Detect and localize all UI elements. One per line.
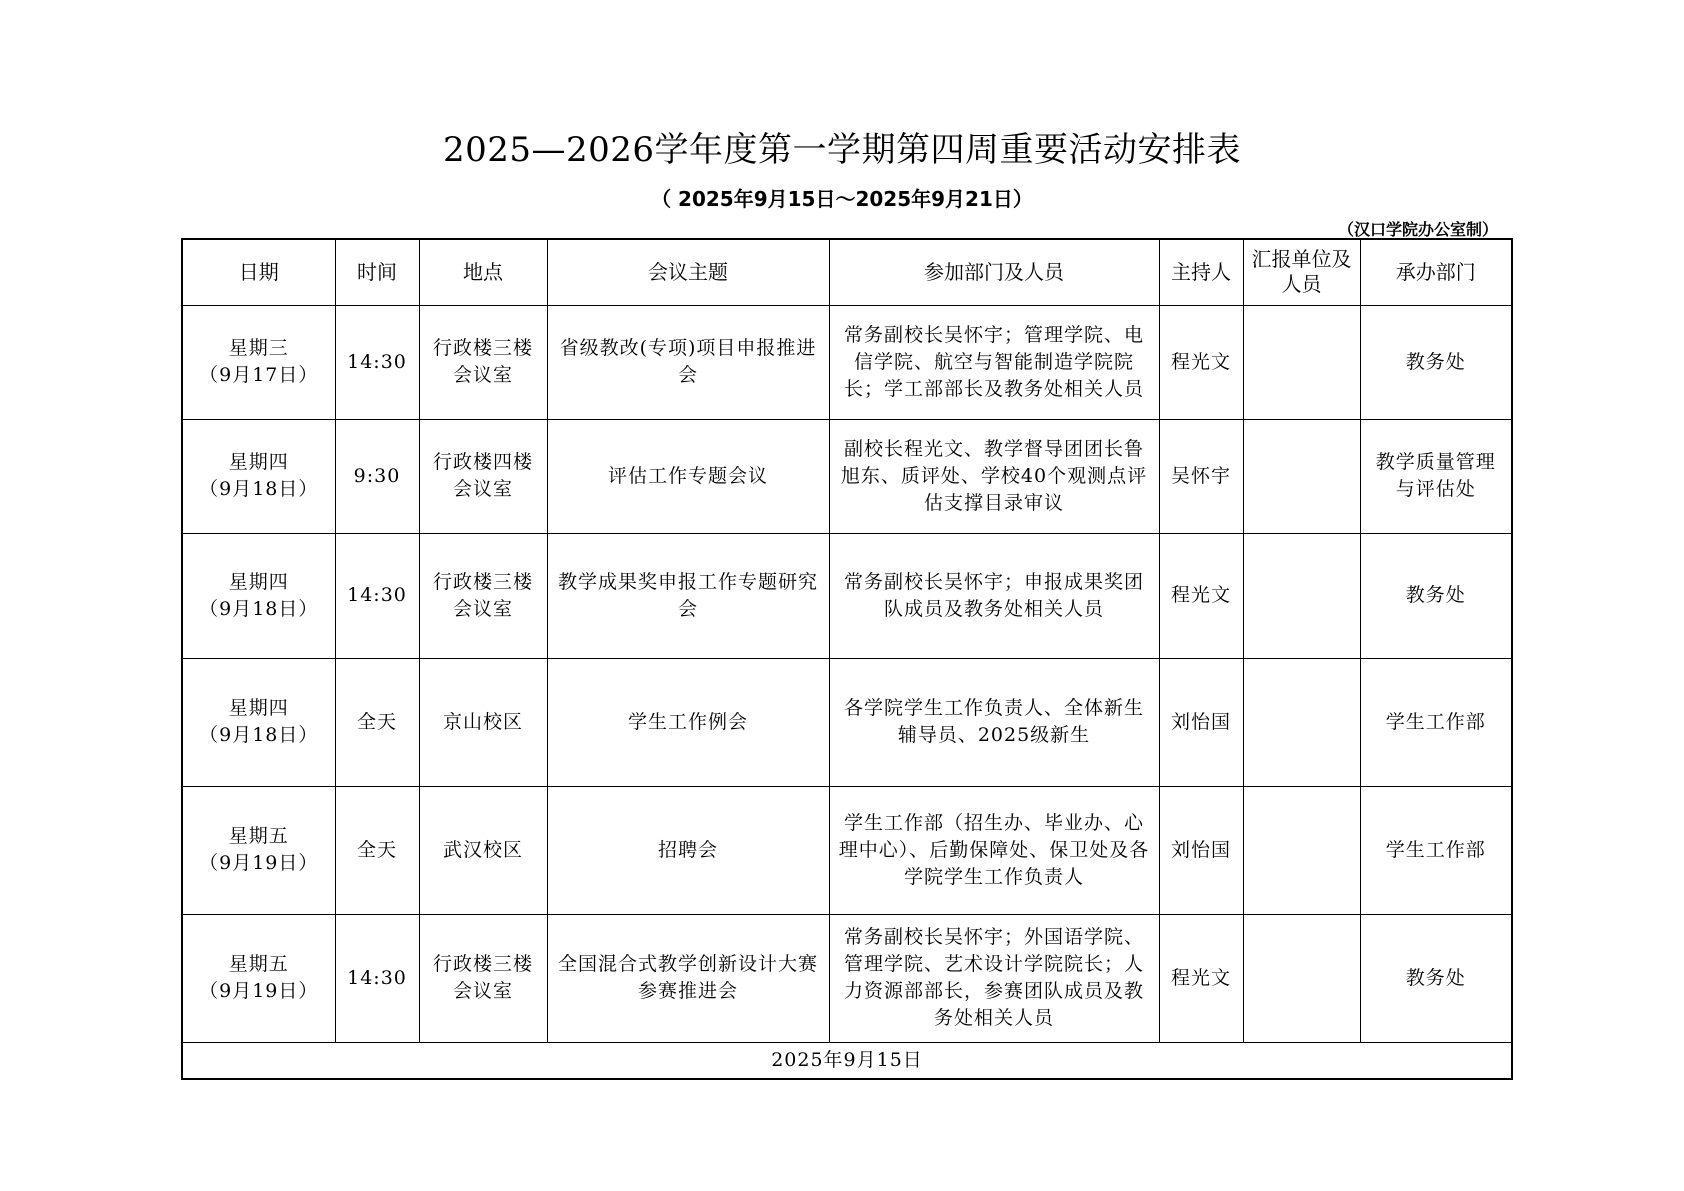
cell-host: 刘怡国	[1159, 786, 1243, 914]
cell-time: 14:30	[335, 305, 419, 419]
cell-location: 行政楼三楼会议室	[419, 914, 547, 1042]
date-text: （9月18日）	[199, 478, 319, 500]
cell-topic: 招聘会	[547, 786, 829, 914]
header-time: 时间	[335, 239, 419, 305]
cell-organizer: 教务处	[1360, 914, 1512, 1042]
date-text: （9月18日）	[199, 724, 319, 746]
cell-organizer: 教学质量管理与评估处	[1360, 419, 1512, 533]
cell-host: 程光文	[1159, 305, 1243, 419]
cell-topic: 教学成果奖申报工作专题研究会	[547, 533, 829, 658]
cell-reporter	[1243, 786, 1360, 914]
table-row	[182, 533, 1512, 658]
cell-location: 行政楼三楼会议室	[419, 533, 547, 658]
table-row	[182, 305, 1512, 419]
cell-organizer: 教务处	[1360, 533, 1512, 658]
cell-reporter	[1243, 658, 1360, 786]
cell-organizer: 学生工作部	[1360, 786, 1512, 914]
cell-date	[182, 419, 335, 533]
date-range-subtitle: （ 2025年9月15日～2025年9月21日）	[651, 187, 1033, 211]
weekday-text: 星期五	[228, 953, 289, 975]
schedule-table	[181, 238, 1513, 1080]
cell-time: 9:30	[335, 419, 419, 533]
cell-topic: 评估工作专题会议	[547, 419, 829, 533]
cell-date	[182, 786, 335, 914]
cell-location: 行政楼三楼会议室	[419, 305, 547, 419]
cell-date	[182, 914, 335, 1042]
page-title: 2025—2026学年度第一学期第四周重要活动安排表	[442, 130, 1242, 170]
header-attendees: 参加部门及人员	[829, 239, 1159, 305]
table-header-row	[182, 239, 1512, 305]
footer-row	[182, 1042, 1512, 1079]
cell-reporter	[1243, 419, 1360, 533]
table-row	[182, 914, 1512, 1042]
date-text: （9月18日）	[199, 597, 319, 620]
cell-reporter	[1243, 533, 1360, 658]
cell-reporter	[1243, 914, 1360, 1042]
cell-host: 刘怡国	[1159, 658, 1243, 786]
table-row	[182, 658, 1512, 786]
cell-attendees: 各学院学生工作负责人、全体新生辅导员、2025级新生	[829, 658, 1159, 786]
cell-date	[182, 305, 335, 419]
cell-location: 京山校区	[419, 658, 547, 786]
cell-date	[182, 658, 335, 786]
cell-organizer: 教务处	[1360, 305, 1512, 419]
weekday-text: 星期三	[228, 337, 289, 359]
weekday-text: 星期四	[228, 697, 289, 719]
date-text: （9月19日）	[199, 980, 319, 1002]
footer-date: 2025年9月15日	[182, 1042, 1512, 1079]
date-text: （9月19日）	[199, 852, 319, 874]
cell-host: 程光文	[1159, 914, 1243, 1042]
cell-attendees: 学生工作部（招生办、毕业办、心理中心）、后勤保障处、保卫处及各学院学生工作负责人	[829, 786, 1159, 914]
table-row	[182, 786, 1512, 914]
cell-time: 全天	[335, 658, 419, 786]
issuer-label: （汉口学院办公室制）	[1337, 220, 1498, 239]
cell-time: 14:30	[335, 533, 419, 658]
header-reporter: 汇报单位及人员	[1243, 239, 1360, 305]
date-text: （9月17日）	[199, 364, 319, 386]
cell-attendees: 常务副校长吴怀宇；管理学院、电信学院、航空与智能制造学院院长；学工部部长及教务处相关人员	[829, 305, 1159, 419]
cell-topic: 省级教改(专项)项目申报推进会	[547, 305, 829, 419]
cell-attendees: 副校长程光文、教学督导团团长鲁旭东、质评处、学校40个观测点评估支撑目录审议	[829, 419, 1159, 533]
cell-location: 武汉校区	[419, 786, 547, 914]
cell-reporter	[1243, 305, 1360, 419]
cell-topic: 学生工作例会	[547, 658, 829, 786]
cell-date	[182, 533, 335, 658]
weekday-text: 星期四	[228, 451, 289, 473]
cell-attendees: 常务副校长吴怀宇；外国语学院、管理学院、艺术设计学院院长；人力资源部部长，参赛团队成员及教务处相关人员	[829, 914, 1159, 1042]
cell-time: 全天	[335, 786, 419, 914]
schedule-body	[182, 305, 1512, 1042]
cell-time: 14:30	[335, 914, 419, 1042]
header-organizer: 承办部门	[1360, 239, 1512, 305]
cell-host: 吴怀宇	[1159, 419, 1243, 533]
header-host: 主持人	[1159, 239, 1243, 305]
cell-host: 程光文	[1159, 533, 1243, 658]
cell-attendees: 常务副校长吴怀宇；申报成果奖团队成员及教务处相关人员	[829, 533, 1159, 658]
cell-topic: 全国混合式教学创新设计大赛参赛推进会	[547, 914, 829, 1042]
header-location: 地点	[419, 239, 547, 305]
weekday-text: 星期四	[228, 570, 289, 593]
header-topic: 会议主题	[547, 239, 829, 305]
weekday-text: 星期五	[228, 825, 289, 847]
header-date: 日期	[182, 239, 335, 305]
cell-organizer: 学生工作部	[1360, 658, 1512, 786]
cell-location: 行政楼四楼会议室	[419, 419, 547, 533]
table-row	[182, 419, 1512, 533]
